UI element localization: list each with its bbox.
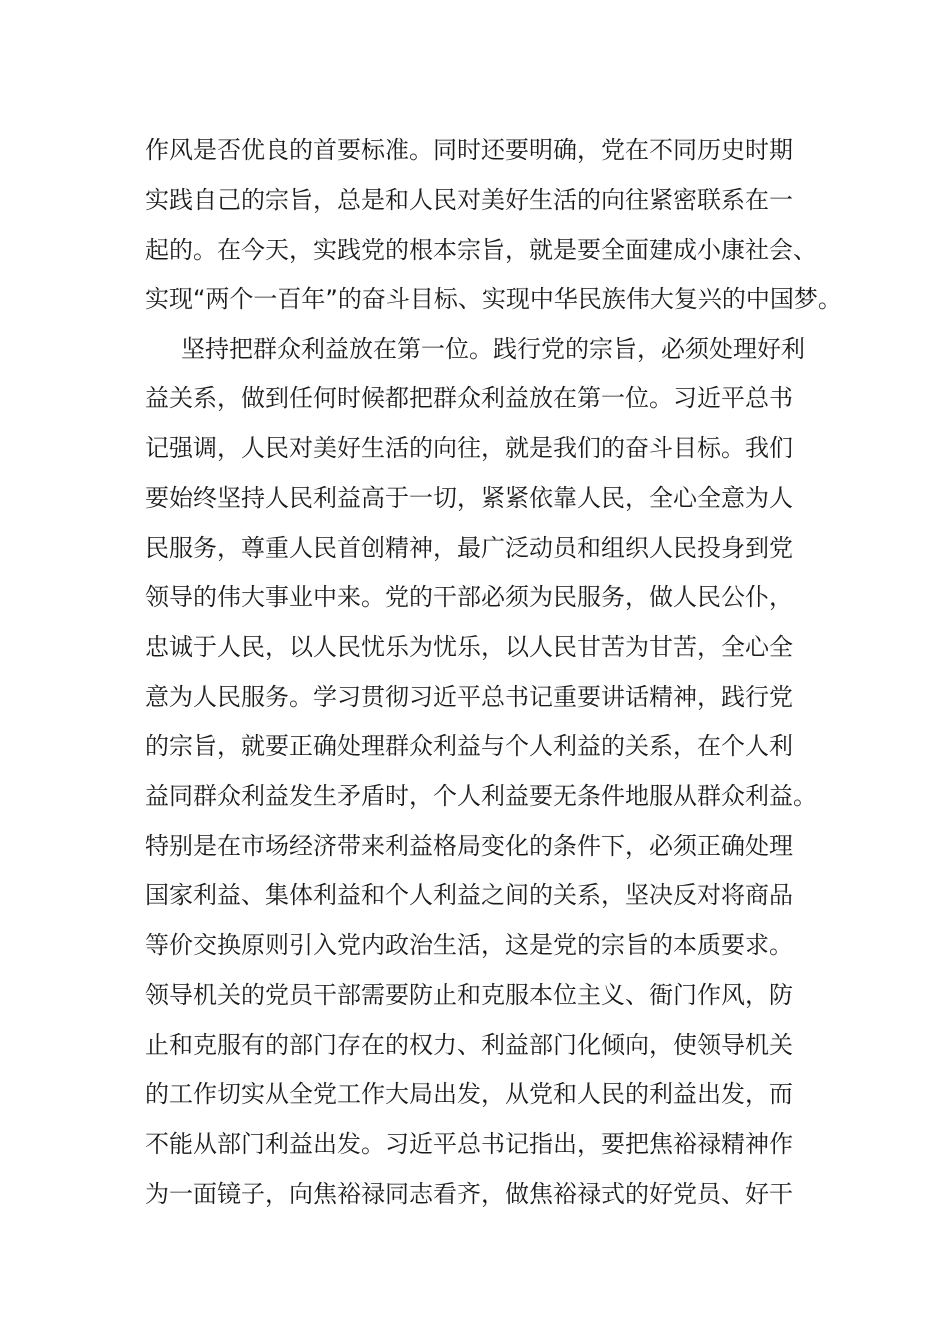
text-line: 要始终坚持人民利益高于一切，紧紧依靠人民，全心全意为人 [145,484,793,512]
text-line: 领导机关的党员干部需要防止和克服本位主义、衙门作风，防 [145,981,793,1009]
text-line: 起的。在今天，实践党的根本宗旨，就是要全面建成小康社会、 [145,236,817,264]
text-line: 益关系，做到任何时候都把群众利益放在第一位。习近平总书 [145,384,793,412]
text-line: 益同群众利益发生矛盾时，个人利益要无条件地服从群众利益。 [145,782,817,810]
text-line: 实现“两个一百年”的奋斗目标、实现中华民族伟大复兴的中国梦。 [145,285,842,313]
text-line: 意为人民服务。学习贯彻习近平总书记重要讲话精神，践行党 [145,683,793,711]
text-line: 的工作切实从全党工作大局出发，从党和人民的利益出发，而 [145,1080,793,1108]
paragraph-first-line: 坚持把群众利益放在第一位。践行党的宗旨，必须处理好利 [181,335,805,363]
text-line: 不能从部门利益出发。习近平总书记指出，要把焦裕禄精神作 [145,1130,793,1158]
text-line: 民服务，尊重人民首创精神，最广泛动员和组织人民投身到党 [145,534,793,562]
text-line: 国家利益、集体利益和个人利益之间的关系，坚决反对将商品 [145,881,793,909]
text-line: 等价交换原则引入党内政治生活，这是党的宗旨的本质要求。 [145,931,793,959]
text-line: 记强调，人民对美好生活的向往，就是我们的奋斗目标。我们 [145,434,793,462]
text-line: 领导的伟大事业中来。党的干部必须为民服务，做人民公仆， [145,583,793,611]
text-line: 止和克服有的部门存在的权力、利益部门化倾向，使领导机关 [145,1031,793,1059]
text-line: 作风是否优良的首要标准。同时还要明确，党在不同历史时期 [145,136,793,164]
text-line: 特别是在市场经济带来利益格局变化的条件下，必须正确处理 [145,832,793,860]
text-line: 忠诚于人民，以人民忧乐为忧乐，以人民甘苦为甘苦，全心全 [145,633,793,661]
text-line: 的宗旨，就要正确处理群众利益与个人利益的关系，在个人利 [145,732,793,760]
text-line: 实践自己的宗旨，总是和人民对美好生活的向往紧密联系在一 [145,186,793,214]
text-line: 为一面镜子，向焦裕禄同志看齐，做焦裕禄式的好党员、好干 [145,1180,793,1208]
